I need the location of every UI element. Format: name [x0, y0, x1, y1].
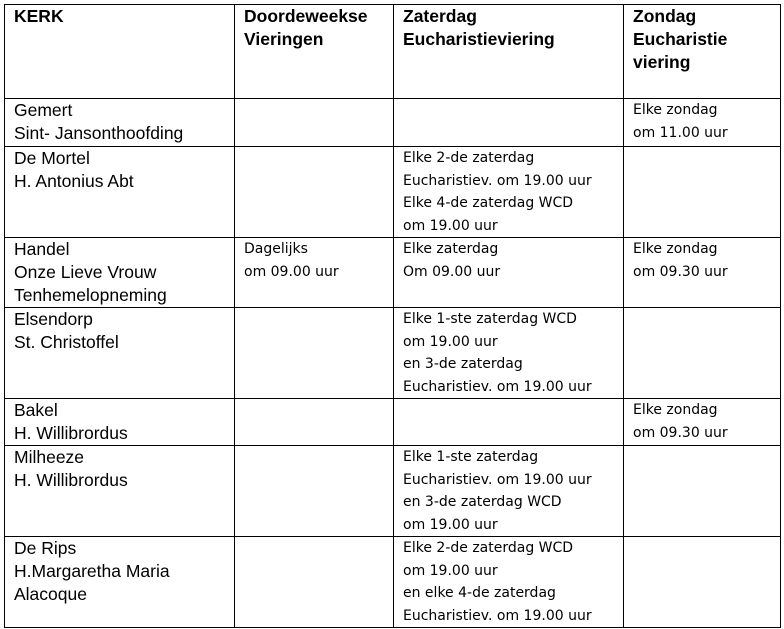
church-cell — [5, 446, 235, 537]
church-line: Gemert — [14, 100, 73, 120]
sunday-cell — [624, 99, 781, 147]
table-row — [5, 446, 781, 537]
schedule-line: om 09.30 uur — [633, 424, 728, 441]
schedule-line: Eucharistiev. om 19.00 uur — [403, 172, 592, 189]
saturday-cell — [394, 308, 624, 399]
schedule-line: en 3-de zaterdag — [403, 356, 523, 372]
church-line: De Mortel — [14, 148, 90, 168]
schedule-line: Dagelijks — [244, 241, 308, 257]
header-line: Vieringen — [244, 29, 324, 49]
church-line: Tenhemelopneming — [14, 285, 167, 305]
header-line: Zaterdag — [403, 6, 477, 26]
church-line: Milheeze — [14, 447, 85, 467]
schedule-line: om 19.00 uur — [403, 562, 498, 579]
table-row — [5, 537, 781, 628]
header-line: KERK — [14, 6, 64, 26]
table-row — [5, 238, 781, 308]
sunday-cell — [624, 308, 781, 399]
church-line: Handel — [14, 239, 70, 259]
schedule-line: om 19.00 uur — [403, 217, 498, 234]
church-cell — [5, 99, 235, 147]
header-doordeweekse — [235, 5, 394, 99]
saturday-cell — [394, 446, 624, 537]
schedule-line: om 09.00 uur — [244, 263, 339, 280]
header-line: Doordeweekse — [244, 6, 368, 26]
schedule-line: om 19.00 uur — [403, 516, 498, 533]
schedule-line: en elke 4-de zaterdag — [403, 585, 556, 601]
church-line: De Rips — [14, 538, 77, 558]
saturday-cell — [394, 238, 624, 308]
header-line: Eucharistieviering — [403, 29, 555, 49]
schedule-line: Elke 2-de zaterdag WCD — [403, 540, 574, 556]
schedule-line: om 19.00 uur — [403, 333, 498, 350]
church-line: H. Antonius Abt — [14, 171, 134, 191]
table-row — [5, 147, 781, 238]
header-line: Zondag — [633, 6, 697, 26]
church-cell — [5, 399, 235, 446]
church-line: Onze Lieve Vrouw — [14, 262, 157, 282]
sunday-cell — [624, 446, 781, 537]
schedule-line: Om 09.00 uur — [403, 263, 501, 280]
schedule-line: Elke zondag — [633, 102, 718, 118]
schedule-line: om 11.00 uur — [633, 124, 728, 141]
saturday-cell — [394, 147, 624, 238]
church-line: H. Willibrordus — [14, 470, 128, 490]
schedule-line: Elke 4-de zaterdag WCD — [403, 195, 574, 211]
weekday-cell — [235, 537, 394, 628]
saturday-cell — [394, 99, 624, 147]
schedule-line: en 3-de zaterdag WCD — [403, 494, 562, 510]
mass-schedule-table — [4, 4, 781, 628]
schedule-line: Elke 2-de zaterdag — [403, 150, 535, 166]
schedule-line: Eucharistiev. om 19.00 uur — [403, 607, 592, 624]
schedule-line: Elke 1-ste zaterdag WCD — [403, 311, 577, 327]
church-line: H. Willibrordus — [14, 423, 128, 443]
weekday-cell — [235, 147, 394, 238]
church-line: Elsendorp — [14, 309, 93, 329]
table-row — [5, 99, 781, 147]
header-zondag — [624, 5, 781, 99]
weekday-cell — [235, 399, 394, 446]
header-row — [5, 5, 781, 99]
header-line: Eucharistie — [633, 29, 728, 49]
schedule-line: Elke zondag — [633, 241, 718, 257]
church-cell — [5, 238, 235, 308]
church-line: Alacoque — [14, 584, 87, 604]
church-line: H.Margaretha Maria — [14, 561, 170, 581]
schedule-line: om 09.30 uur — [633, 263, 728, 280]
header-kerk — [5, 5, 235, 99]
schedule-line: Elke zondag — [633, 402, 718, 418]
schedule-line: Elke 1-ste zaterdag — [403, 449, 539, 465]
saturday-cell — [394, 537, 624, 628]
sunday-cell — [624, 238, 781, 308]
sunday-cell — [624, 537, 781, 628]
church-line: Sint- Jansonthoofding — [14, 123, 184, 143]
weekday-cell — [235, 446, 394, 537]
sunday-cell — [624, 147, 781, 238]
table-row — [5, 308, 781, 399]
church-line: Bakel — [14, 400, 58, 420]
header-line: viering — [633, 52, 691, 72]
church-cell — [5, 308, 235, 399]
weekday-cell — [235, 238, 394, 308]
church-cell — [5, 537, 235, 628]
church-line: St. Christoffel — [14, 332, 119, 352]
schedule-line: Elke zaterdag — [403, 241, 499, 257]
weekday-cell — [235, 99, 394, 147]
schedule-line: Eucharistiev. om 19.00 uur — [403, 378, 592, 395]
saturday-cell — [394, 399, 624, 446]
church-cell — [5, 147, 235, 238]
table-row — [5, 399, 781, 446]
header-zaterdag — [394, 5, 624, 99]
schedule-line: Eucharistiev. om 19.00 uur — [403, 471, 592, 488]
weekday-cell — [235, 308, 394, 399]
sunday-cell — [624, 399, 781, 446]
